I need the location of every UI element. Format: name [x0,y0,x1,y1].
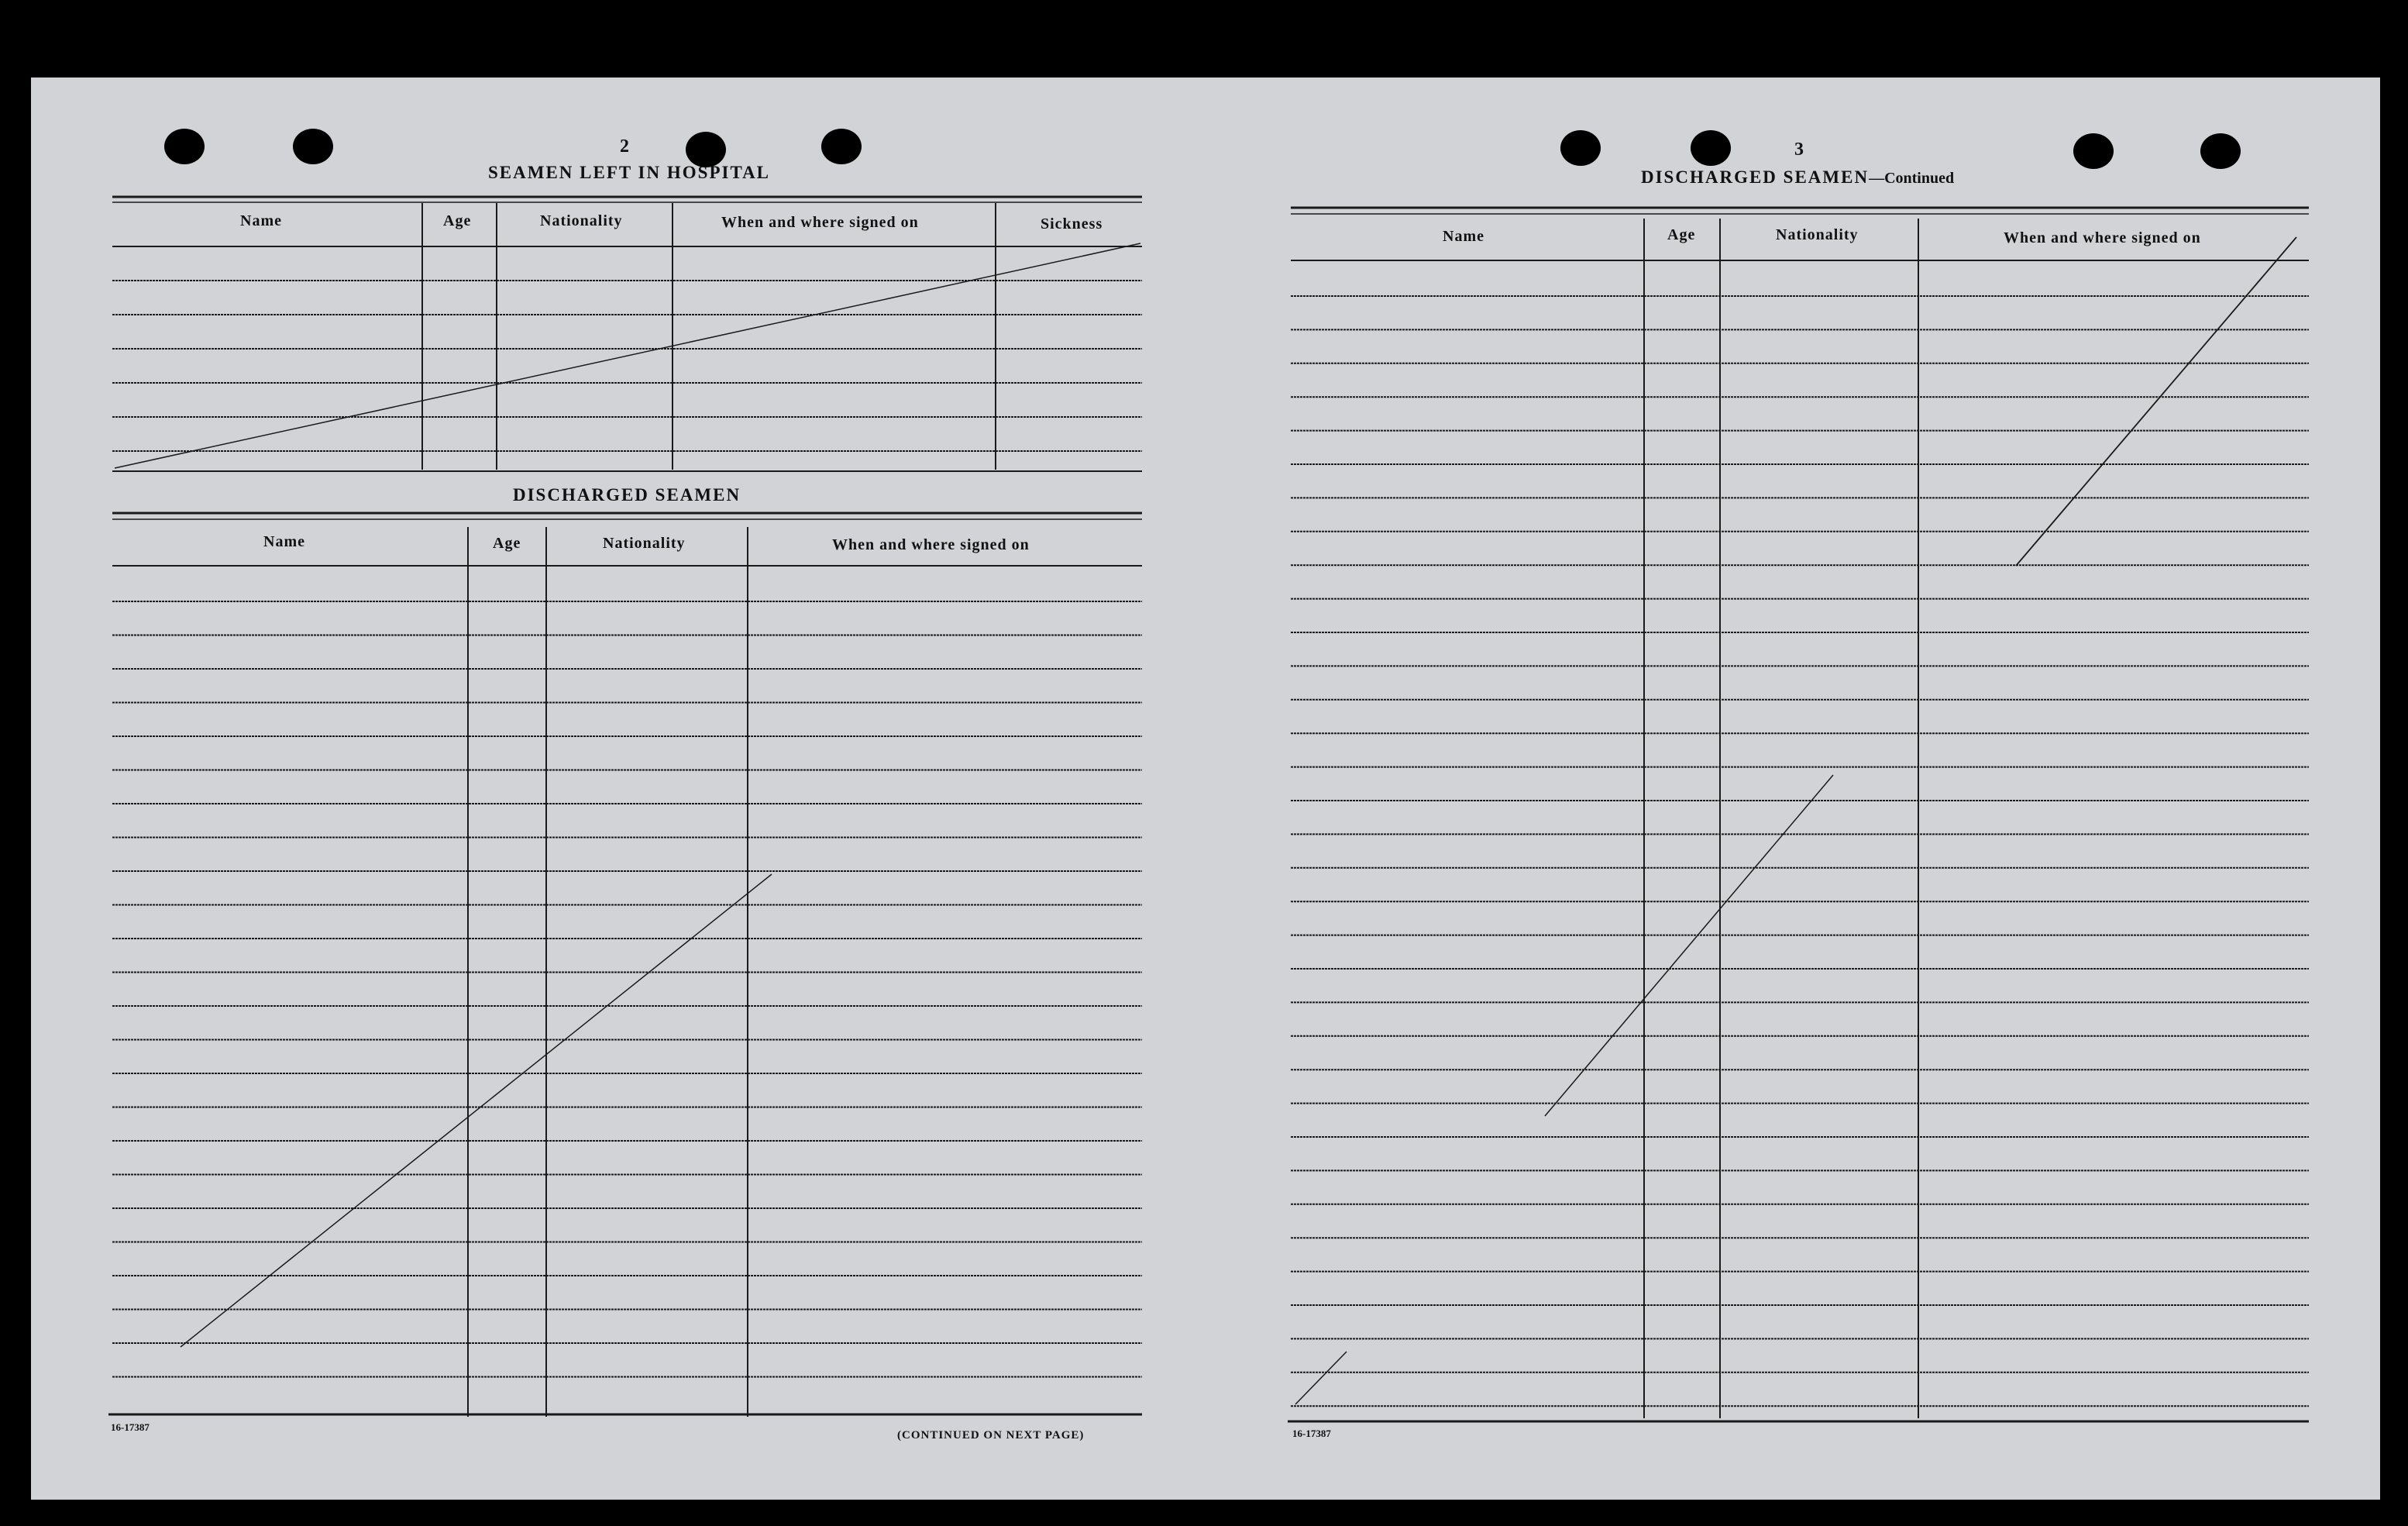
cancel-stroke [115,243,1140,468]
col-header-age: Age [493,535,521,552]
col-header-nationality: Nationality [540,212,623,229]
col-header-nationality: Nationality [1776,226,1859,243]
col-header-signed-on: When and where signed on [2004,229,2201,246]
section-title-suffix: —Continued [1869,170,1955,187]
form-number-left: 16-17387 [111,1421,150,1433]
section-title-hospital: SEAMEN LEFT IN HOSPITAL [488,163,771,182]
col-header-age: Age [1667,226,1696,243]
col-header-nationality: Nationality [603,535,686,552]
cancel-stroke [1545,775,1833,1116]
continued-note: (CONTINUED ON NEXT PAGE) [897,1429,1085,1442]
section-title-discharged: DISCHARGED SEAMEN [513,485,741,505]
col-header-name: Name [240,212,282,229]
col-header-signed-on: When and where signed on [832,536,1030,553]
page-number-right: 3 [1794,140,1804,160]
section-title-main: DISCHARGED SEAMEN [1641,167,1870,187]
col-header-sickness: Sickness [1041,215,1103,233]
col-header-name: Name [263,533,305,550]
section-title-discharged-continued [1641,167,1954,188]
form-number-right: 16-17387 [1292,1428,1331,1439]
page-number-left: 2 [620,136,629,157]
cancel-stroke [1295,1352,1347,1404]
col-header-name: Name [1443,228,1484,245]
col-header-age: Age [443,212,472,229]
col-header-signed-on: When and where signed on [721,214,919,231]
cancel-stroke [2016,237,2296,566]
